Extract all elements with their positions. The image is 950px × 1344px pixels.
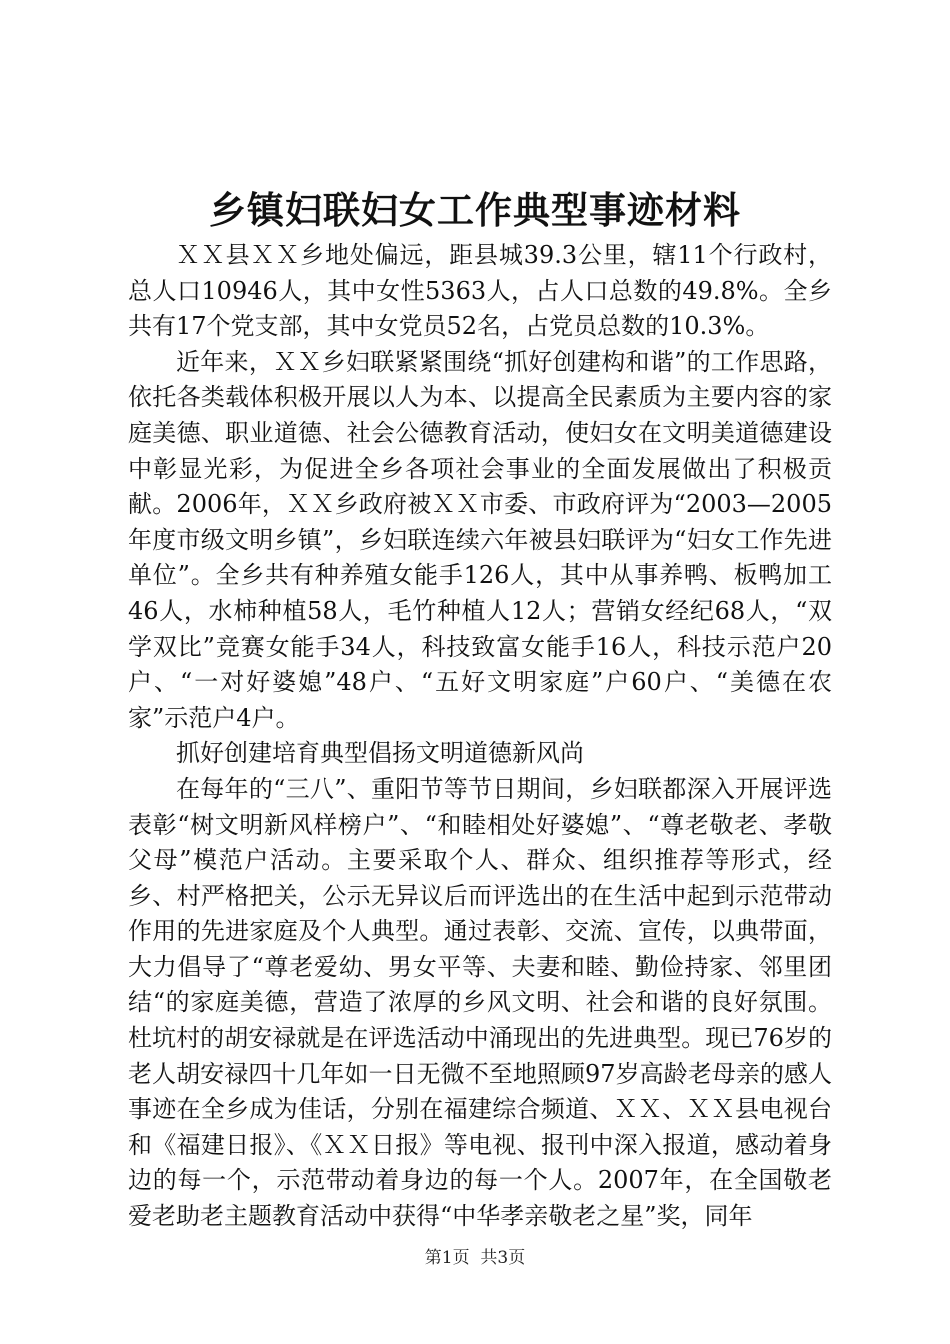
paragraph-intro: ＸＸ县ＸＸ乡地处偏远，距县城39.3公里，辖11个行政村，总人口10946人，其中女性5363人，占人口总数的49.8%。全乡共有17个党支部，其中女党员52名，占党员总数的10.3%。 (128, 241, 832, 341)
page-footer (0, 1247, 950, 1269)
page-number: 第1页 (424, 1248, 470, 1268)
page-total: 共3页 (480, 1248, 526, 1268)
document-title: 乡镇妇联妇女工作典型事迹材料 (209, 188, 741, 232)
paragraph-model-families: 在每年的“三八”、重阳节等节日期间，乡妇联都深入开展评选表彰“树文明新风样榜户”、“和睦相处好婆媳”、“尊老敬老、孝敬父母”模范户活动。主要采取个人、群众、组织推荐等形式，经乡、村严格把关，公示无异议后而评选出的在生活中起到示范带动作用的先进家庭及个人典型。通过表彰、交流、宣传，以典带面，大力倡导了“尊老爱幼、男女平等、夫妻和睦、勤俭持家、邻里团结“的家庭美德，营造了浓厚的乡风文明、社会和谐的良好氛围。杜坑村的胡安禄就是在评选活动中涌现出的先进典型。现已76岁的老人胡安禄四十几年如一日无微不至地照顾97岁高龄老母亲的感人事迹在全乡成为佳话，分别在福建综合频道、ＸＸ、ＸＸ县电视台和《福建日报》、《ＸＸ日报》等电视、报刊中深入报道，感动着身边的每一个，示范带动着身边的每一个人。2007年，在全国敬老爱老助老主题教育活动中获得“中华孝亲敬老之星”奖，同年 (128, 774, 832, 1231)
document-body (128, 238, 832, 1235)
section-heading: 抓好创建培育典型倡扬文明道德新风尚 (176, 739, 584, 768)
paragraph-achievements: 近年来，ＸＸ乡妇联紧紧围绕“抓好创建构和谐”的工作思路，依托各类载体积极开展以人为本、以提高全民素质为主要内容的家庭美德、职业道德、社会公德教育活动，使妇女在文明美道德建设中彰显光彩，为促进全乡各项社会事业的全面发展做出了积极贡献。2006年，ＸＸ乡政府被ＸＸ市委、市政府评为“2003—2005年度市级文明乡镇”，乡妇联连续六年被县妇联评为“妇女工作先进单位”。全乡共有种养殖女能手126人，其中从事养鸭、板鸭加工46人，水柿种植58人，毛竹种植人12人；营销女经纪68人，“双学双比”竞赛女能手34人，科技致富女能手16人，科技示范户20户、“一对好婆媳”48户、“五好文明家庭”户60户、“美德在农家”示范户4户。 (128, 347, 832, 732)
